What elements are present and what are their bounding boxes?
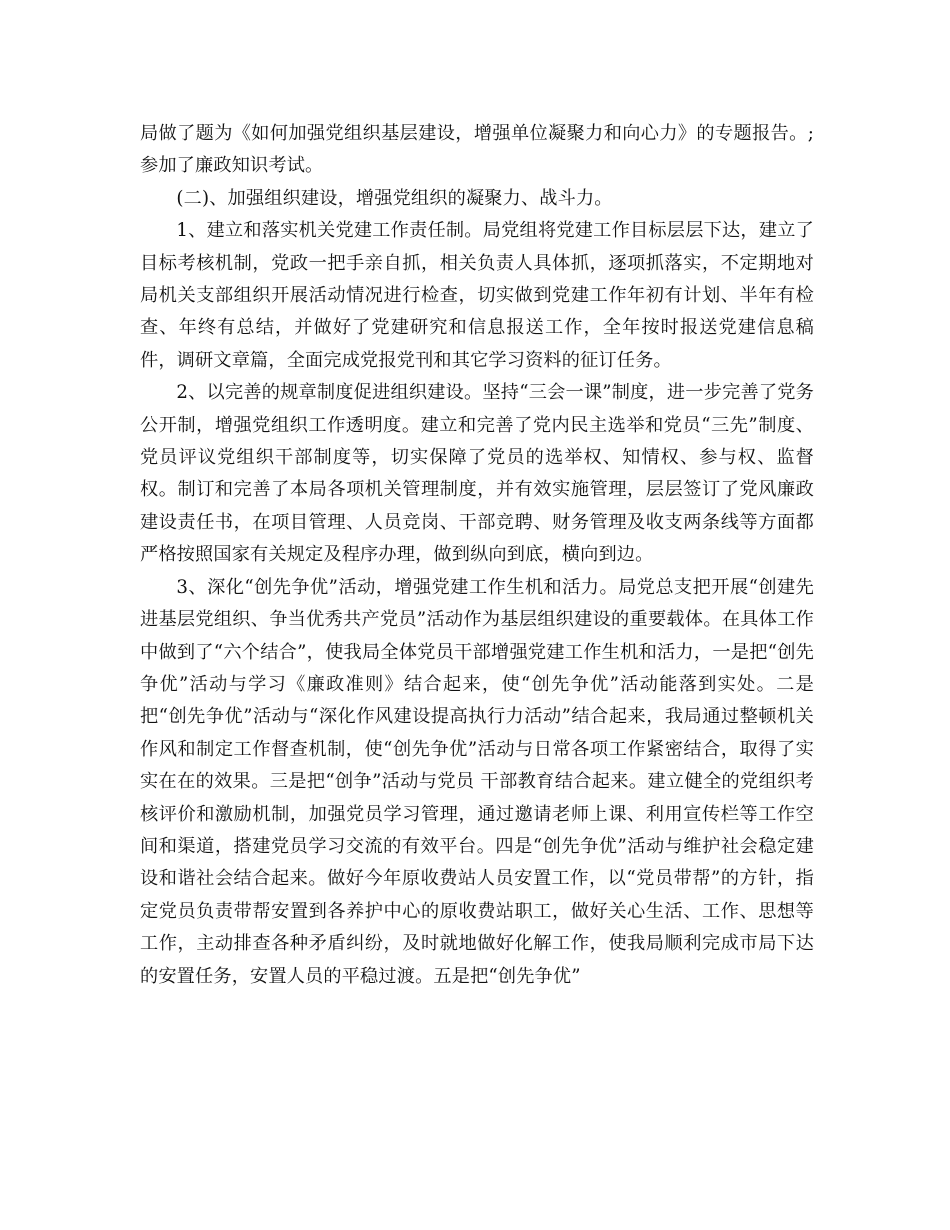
document-body: [140, 118, 814, 993]
section-heading: (二)、加强组织建设，增强党组织的凝聚力、战斗力。: [176, 187, 613, 209]
paragraph-3: 3、深化“创先争优”活动，增强党建工作生机和活力。局党总支把开展“创建先进基层党组织、争当优秀共产党员”活动作为基层组织建设的重要载体。在具体工作中做到了“六个结合”，使我局全体党员干部增强党建工作生机和活力，一是把“创先争优”活动与学习《廉政准则》结合起来，使“创先争优”活动能落到实处。二是把“创先争优”活动与“深化作风建设提高执行力活动”结合起来，我局通过整顿机关作风和制定工作督查机制，使“创先争优”活动与日常各项工作紧密结合，取得了实实在在的效果。三是把“创争”活动与党员 干部教育结合起来。建立健全的党组织考核评价和激励机制，加强党员学习管理，通过邀请老师上课、利用宣传栏等工作空间和渠道，搭建党员学习交流的有效平台。四是“创先争优”活动与维护社会稳定建设和谐社会结合起来。做好今年原收费站人员安置工作，以“党员带帮”的方针，指定党员负责带帮安置到各养护中心的原收费站职工，做好关心生活、工作、思想等工作，主动排查各种矛盾纠纷，及时就地做好化解工作，使我局顺利完成市局下达的安置任务，安置人员的平稳过渡。五是把“创先争优”: [140, 576, 814, 987]
paragraph-2: 2、以完善的规章制度促进组织建设。坚持“三会一课”制度，进一步完善了党务公开制，增强党组织工作透明度。建立和完善了党内民主选举和党员“三先”制度、党员评议党组织干部制度等，切实保障了党员的选举权、知情权、参与权、监督权。制订和完善了本局各项机关管理制度，并有效实施管理，层层签订了党风廉政建设责任书，在项目管理、人员竞岗、干部竞聘、财务管理及收支两条线等方面都严格按照国家有关规定及程序办理，做到纵向到底，横向到边。: [140, 382, 814, 566]
paragraph-continuation: 局做了题为《如何加强党组织基层建设，增强单位凝聚力和向心力》的专题报告。;参加了廉政知识考试。: [140, 123, 814, 177]
paragraph-1: 1、建立和落实机关党建工作责任制。局党组将党建工作目标层层下达，建立了目标考核机制，党政一把手亲自抓，相关负责人具体抓，逐项抓落实，不定期地对局机关支部组织开展活动情况进行检查，切实做到党建工作年初有计划、半年有检查、年终有总结，并做好了党建研究和信息报送工作，全年按时报送党建信息稿件，调研文章篇，全面完成党报党刊和其它学习资料的征订任务。: [140, 220, 814, 371]
